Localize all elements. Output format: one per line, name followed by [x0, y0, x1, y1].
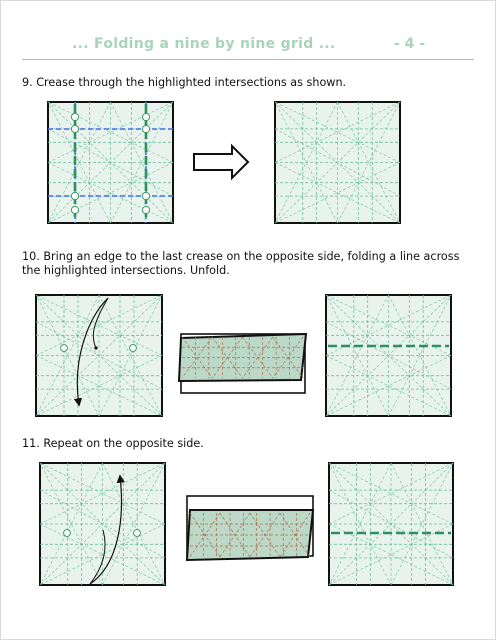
step-11-instruction: 11. Repeat on the opposite side.	[22, 437, 204, 450]
step-10-before-square	[36, 295, 162, 416]
step-11-after-square	[329, 463, 453, 585]
step-11-before-square	[40, 463, 165, 585]
page-title: ... Folding a nine by nine grid ...	[72, 36, 336, 52]
step-9-instruction: 9. Crease through the highlighted intersections as shown.	[22, 76, 347, 89]
step-11-folded-paper	[187, 496, 313, 560]
step-10-folded-paper	[179, 334, 306, 393]
page-number: - 4 -	[394, 36, 426, 52]
step-10-after-square	[326, 295, 451, 416]
step-9-before-square	[48, 102, 173, 223]
step-9-after-square	[275, 102, 400, 223]
step-10-instruction: 10. Bring an edge to the last crease on the opposite side, folding a line across the highlighted intersections. Unfold.	[22, 250, 460, 277]
hollow-arrow-right-icon	[194, 146, 248, 178]
